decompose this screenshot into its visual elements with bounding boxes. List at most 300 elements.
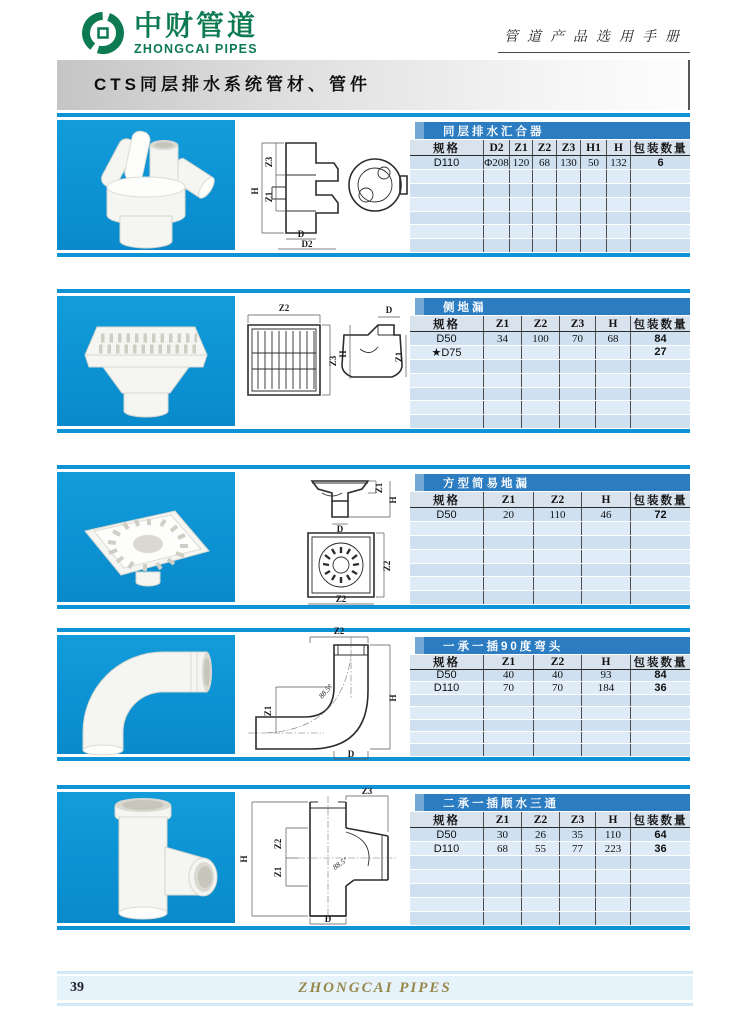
table-cell [560, 884, 596, 897]
table-row [410, 682, 690, 694]
table-cell: D50 [410, 508, 484, 521]
table-cell [484, 884, 522, 897]
table-title-bar [415, 122, 690, 139]
table-cell [596, 415, 631, 428]
footer-brand: ZHONGCAI PIPES [298, 979, 452, 996]
table-grid [410, 316, 690, 429]
table-cell [410, 856, 484, 869]
table-cell: 68 [596, 332, 631, 345]
table-title-bar [415, 637, 690, 654]
table-cell [484, 239, 510, 252]
table-row [410, 707, 690, 719]
column-header: 包装数量 [633, 142, 688, 155]
column-header: 包装数量 [633, 656, 688, 669]
table-cell: 46 [582, 508, 631, 521]
dim-label-Z2-bottom: Z2 [335, 594, 346, 604]
table-cell [631, 591, 690, 604]
column-header: Z1 [484, 812, 522, 827]
table-row [410, 564, 690, 578]
table-cell: 36 [654, 682, 667, 694]
table-title: 侧地漏 [443, 301, 487, 314]
table-cell [631, 198, 690, 211]
page-number: 39 [70, 980, 84, 995]
table-cell [533, 184, 557, 197]
column-header: H [596, 316, 631, 331]
table-cell [631, 732, 690, 743]
table-cell [581, 184, 607, 197]
table-cell: 40 [534, 670, 582, 681]
table-cell [631, 695, 690, 706]
table-cell [533, 225, 557, 238]
table-cell [631, 912, 690, 925]
table-cell [510, 184, 533, 197]
footer-band [57, 976, 693, 1000]
table-cell [410, 536, 484, 549]
table-row [410, 828, 690, 842]
table-cell [534, 564, 582, 577]
dim-label-Z1: Z1 [272, 866, 283, 877]
table-cell [484, 225, 510, 238]
table-cell [410, 374, 484, 387]
table-row [410, 842, 690, 856]
table-row [410, 401, 690, 415]
table-cell [582, 695, 631, 706]
table-cell [533, 198, 557, 211]
table-cell [484, 732, 534, 743]
table-cell [582, 536, 631, 549]
table-cell [534, 550, 582, 563]
table-header-row [410, 812, 690, 828]
technical-drawing-90-elbow [235, 625, 410, 759]
footer-rule-bottom [57, 1003, 693, 1006]
table-cell [484, 707, 534, 718]
table-cell [607, 170, 631, 183]
column-header: H [596, 812, 631, 827]
table-cell: ★D75 [410, 346, 484, 359]
dim-label-H: H [387, 693, 398, 702]
product-section-sweep-tee [57, 785, 690, 930]
table-cell [522, 884, 560, 897]
table-cell [631, 360, 690, 373]
table-cell [410, 577, 484, 590]
table-cell [410, 225, 484, 238]
product-photo-side-floor-drain [57, 293, 235, 429]
column-header: Z2 [534, 655, 582, 669]
column-header: Z1 [484, 655, 534, 669]
column-header: Z1 [510, 140, 533, 155]
column-header: 规格 [410, 140, 484, 155]
table-cell [581, 170, 607, 183]
dim-label-Z2-side: Z2 [381, 560, 392, 572]
table-cell [410, 695, 484, 706]
technical-drawing-side-floor-drain [235, 293, 410, 429]
table-cell: 26 [522, 828, 560, 841]
table-cell [484, 536, 534, 549]
table-cell [410, 564, 484, 577]
table-cell: 68 [533, 156, 557, 169]
dim-label-Z1: Z1 [262, 705, 273, 716]
table-cell [484, 522, 534, 535]
table-row [410, 184, 690, 198]
table-cell [596, 884, 631, 897]
table-row [410, 522, 690, 536]
table-cell [631, 239, 690, 252]
table-title-bar [415, 298, 690, 315]
table-cell: 70 [484, 682, 534, 693]
table-row [410, 884, 690, 898]
table-cell [410, 170, 484, 183]
table-cell [582, 564, 631, 577]
table-cell: 70 [560, 332, 596, 345]
column-header: Z3 [560, 316, 596, 331]
spec-table [410, 637, 690, 757]
table-cell [560, 415, 596, 428]
table-cell [582, 577, 631, 590]
table-cell [484, 550, 534, 563]
table-row [410, 744, 690, 756]
column-header: H [607, 140, 631, 155]
table-cell [631, 212, 690, 225]
table-cell [410, 720, 484, 731]
angle-label: 88.5° [330, 854, 349, 872]
table-row [410, 670, 690, 682]
table-cell [534, 577, 582, 590]
table-cell: D50 [410, 332, 484, 345]
table-cell [484, 898, 522, 911]
angle-label: 88.5° [316, 681, 334, 700]
technical-drawing-sweep-tee [235, 789, 410, 926]
table-row [410, 577, 690, 591]
table-row [410, 332, 690, 346]
table-cell: 50 [581, 156, 607, 169]
dim-label-D: D [385, 305, 392, 315]
table-cell [631, 522, 690, 535]
table-header-row [410, 492, 690, 508]
table-cell [410, 388, 484, 401]
table-row [410, 239, 690, 253]
table-cell: 120 [510, 156, 533, 169]
spec-table [410, 474, 690, 605]
table-cell [484, 360, 522, 373]
table-cell [596, 388, 631, 401]
table-cell [582, 550, 631, 563]
technical-drawing-square-floor-drain [235, 469, 410, 605]
product-photo-square-floor-drain [57, 469, 235, 605]
table-cell [607, 239, 631, 252]
table-cell [484, 401, 522, 414]
table-cell [410, 415, 484, 428]
column-header: D2 [484, 140, 510, 155]
table-cell [582, 522, 631, 535]
table-cell [557, 198, 581, 211]
table-cell [410, 884, 484, 897]
product-photo-panel [57, 472, 235, 602]
table-title-bar [415, 794, 690, 811]
table-cell [484, 346, 522, 359]
table-cell [410, 198, 484, 211]
table-cell [484, 870, 522, 883]
product-photo-panel [57, 296, 235, 426]
table-cell [557, 212, 581, 225]
table-cell: 20 [484, 508, 534, 521]
table-row [410, 720, 690, 732]
table-cell [631, 856, 690, 869]
dim-label-H: H [387, 496, 398, 504]
table-row [410, 212, 690, 226]
table-cell [596, 374, 631, 387]
table-cell: 130 [557, 156, 581, 169]
table-cell [522, 870, 560, 883]
table-cell [631, 401, 690, 414]
table-cell [533, 212, 557, 225]
table-cell: 110 [534, 508, 582, 521]
table-cell [410, 401, 484, 414]
table-cell: 36 [654, 842, 667, 855]
table-cell: 34 [484, 332, 522, 345]
footer-rule-top [57, 971, 693, 974]
table-cell [596, 346, 631, 359]
table-title: 同层排水汇合器 [443, 125, 545, 138]
table-cell [410, 212, 484, 225]
table-cell [560, 870, 596, 883]
column-header: Z2 [533, 140, 557, 155]
table-cell [631, 374, 690, 387]
table-row [410, 225, 690, 239]
table-cell [510, 212, 533, 225]
table-cell [410, 732, 484, 743]
table-cell [410, 870, 484, 883]
table-header-row [410, 316, 690, 332]
table-cell [410, 707, 484, 718]
product-section-side-floor-drain [57, 289, 690, 433]
table-cell [596, 401, 631, 414]
table-cell [410, 744, 484, 755]
table-cell [484, 374, 522, 387]
table-cell: 6 [657, 156, 664, 169]
table-grid [410, 812, 690, 926]
table-row [410, 156, 690, 170]
dim-label-Z2: Z2 [272, 838, 283, 849]
table-title: 方型简易地漏 [443, 477, 530, 490]
table-cell [534, 591, 582, 604]
table-cell [582, 707, 631, 718]
dim-label-H: H [337, 350, 348, 358]
product-section-90-elbow [57, 625, 690, 761]
table-cell [557, 184, 581, 197]
table-title: 二承一插顺水三通 [443, 797, 559, 810]
table-cell: 100 [522, 332, 560, 345]
table-cell [596, 898, 631, 911]
table-cell [596, 870, 631, 883]
table-cell [410, 239, 484, 252]
product-photo-panel [57, 792, 235, 923]
product-photo-drain-collector [57, 117, 235, 253]
table-cell [560, 388, 596, 401]
table-cell: D110 [410, 842, 484, 855]
table-cell [631, 388, 690, 401]
technical-drawing-drain-collector [235, 117, 410, 253]
table-grid [410, 492, 690, 605]
table-cell: 184 [582, 682, 631, 693]
table-cell: 40 [484, 670, 534, 681]
column-header: 规格 [410, 812, 484, 827]
table-cell [631, 415, 690, 428]
spec-table [410, 122, 690, 253]
table-cell: D50 [410, 670, 484, 681]
table-cell [522, 912, 560, 925]
column-header: H1 [581, 140, 607, 155]
brand-logo-icon [78, 8, 128, 58]
table-cell [510, 170, 533, 183]
table-cell [581, 212, 607, 225]
table-cell [410, 898, 484, 911]
table-row [410, 170, 690, 184]
dim-label-D2: D2 [301, 239, 312, 249]
table-cell: Φ208 [484, 156, 509, 169]
table-cell [560, 912, 596, 925]
table-cell [631, 564, 690, 577]
table-cell [484, 591, 534, 604]
dim-label-Z1: Z1 [263, 191, 274, 203]
table-cell [484, 170, 510, 183]
table-cell [557, 225, 581, 238]
table-row [410, 536, 690, 550]
table-row [410, 388, 690, 402]
table-cell [522, 388, 560, 401]
table-cell: 70 [534, 682, 582, 693]
table-cell [522, 374, 560, 387]
dim-label-Z1: Z1 [393, 351, 404, 363]
table-cell: 110 [596, 828, 631, 841]
spec-table [410, 794, 690, 926]
dim-label-D: D [336, 524, 343, 534]
dim-label-H: H [249, 187, 260, 195]
table-header-row [410, 655, 690, 670]
table-cell [410, 550, 484, 563]
table-cell [534, 732, 582, 743]
dim-label-Z1: Z1 [373, 482, 384, 494]
column-header: 包装数量 [633, 318, 688, 331]
column-header: 包装数量 [633, 814, 688, 827]
table-cell [534, 707, 582, 718]
table-cell [484, 415, 522, 428]
brand-name-cn: 中财管道 [134, 9, 259, 41]
column-header: Z1 [484, 316, 522, 331]
table-cell [484, 577, 534, 590]
table-cell [410, 522, 484, 535]
table-cell [522, 401, 560, 414]
column-header: Z3 [560, 812, 596, 827]
table-cell [607, 212, 631, 225]
table-cell [631, 550, 690, 563]
table-cell [410, 184, 484, 197]
table-cell: D50 [410, 828, 484, 841]
table-cell [631, 884, 690, 897]
brand-name-en: ZHONGCAI PIPES [134, 41, 258, 56]
table-cell [510, 225, 533, 238]
table-row [410, 856, 690, 870]
table-cell [607, 225, 631, 238]
table-cell [522, 346, 560, 359]
table-row [410, 732, 690, 744]
table-cell [534, 695, 582, 706]
table-cell [581, 225, 607, 238]
table-row [410, 508, 690, 522]
table-cell [607, 198, 631, 211]
product-photo-panel [57, 120, 235, 250]
table-cell [631, 870, 690, 883]
dim-label-H: H [238, 854, 249, 863]
column-header: 规格 [410, 655, 484, 669]
column-header: 包装数量 [633, 494, 688, 507]
table-cell [596, 912, 631, 925]
brand-logo [78, 8, 258, 58]
table-cell [510, 198, 533, 211]
dim-label-D: D [347, 748, 354, 759]
table-title: 一承一插90度弯头 [443, 640, 564, 653]
column-header: H [582, 655, 631, 669]
table-row [410, 550, 690, 564]
product-photo-panel [57, 635, 235, 754]
table-cell [484, 388, 522, 401]
table-cell: 223 [596, 842, 631, 855]
table-cell [410, 591, 484, 604]
spec-table [410, 298, 690, 429]
table-cell [560, 856, 596, 869]
table-cell: 84 [654, 669, 667, 682]
table-cell [484, 695, 534, 706]
table-grid [410, 655, 690, 757]
table-cell [533, 170, 557, 183]
table-cell [607, 184, 631, 197]
table-cell [484, 912, 522, 925]
table-cell [534, 744, 582, 755]
table-cell [534, 720, 582, 731]
table-cell [522, 856, 560, 869]
table-row [410, 870, 690, 884]
table-cell [582, 591, 631, 604]
table-cell [631, 707, 690, 718]
product-section-square-floor-drain [57, 465, 690, 609]
table-cell [484, 198, 510, 211]
dim-label-Z2: Z2 [278, 303, 289, 313]
table-cell [581, 198, 607, 211]
table-row [410, 360, 690, 374]
table-cell: D110 [410, 682, 484, 693]
table-cell [631, 170, 690, 183]
table-cell: 35 [560, 828, 596, 841]
table-header-row [410, 140, 690, 156]
table-row [410, 695, 690, 707]
table-cell [631, 184, 690, 197]
column-header: H [582, 492, 631, 507]
table-cell [631, 577, 690, 590]
page-title-bar [57, 60, 690, 110]
handbook-title: 管道产品选用手册 [498, 26, 690, 53]
table-cell: 30 [484, 828, 522, 841]
table-cell [560, 374, 596, 387]
column-header: Z2 [534, 492, 582, 507]
product-photo-sweep-tee [57, 789, 235, 926]
table-cell: 72 [654, 508, 667, 521]
dim-label-Z3: Z3 [361, 787, 372, 796]
table-cell [631, 536, 690, 549]
table-title-bar [415, 474, 690, 491]
column-header: Z2 [522, 316, 560, 331]
column-header: Z3 [557, 140, 581, 155]
table-cell [560, 898, 596, 911]
table-cell [410, 912, 484, 925]
